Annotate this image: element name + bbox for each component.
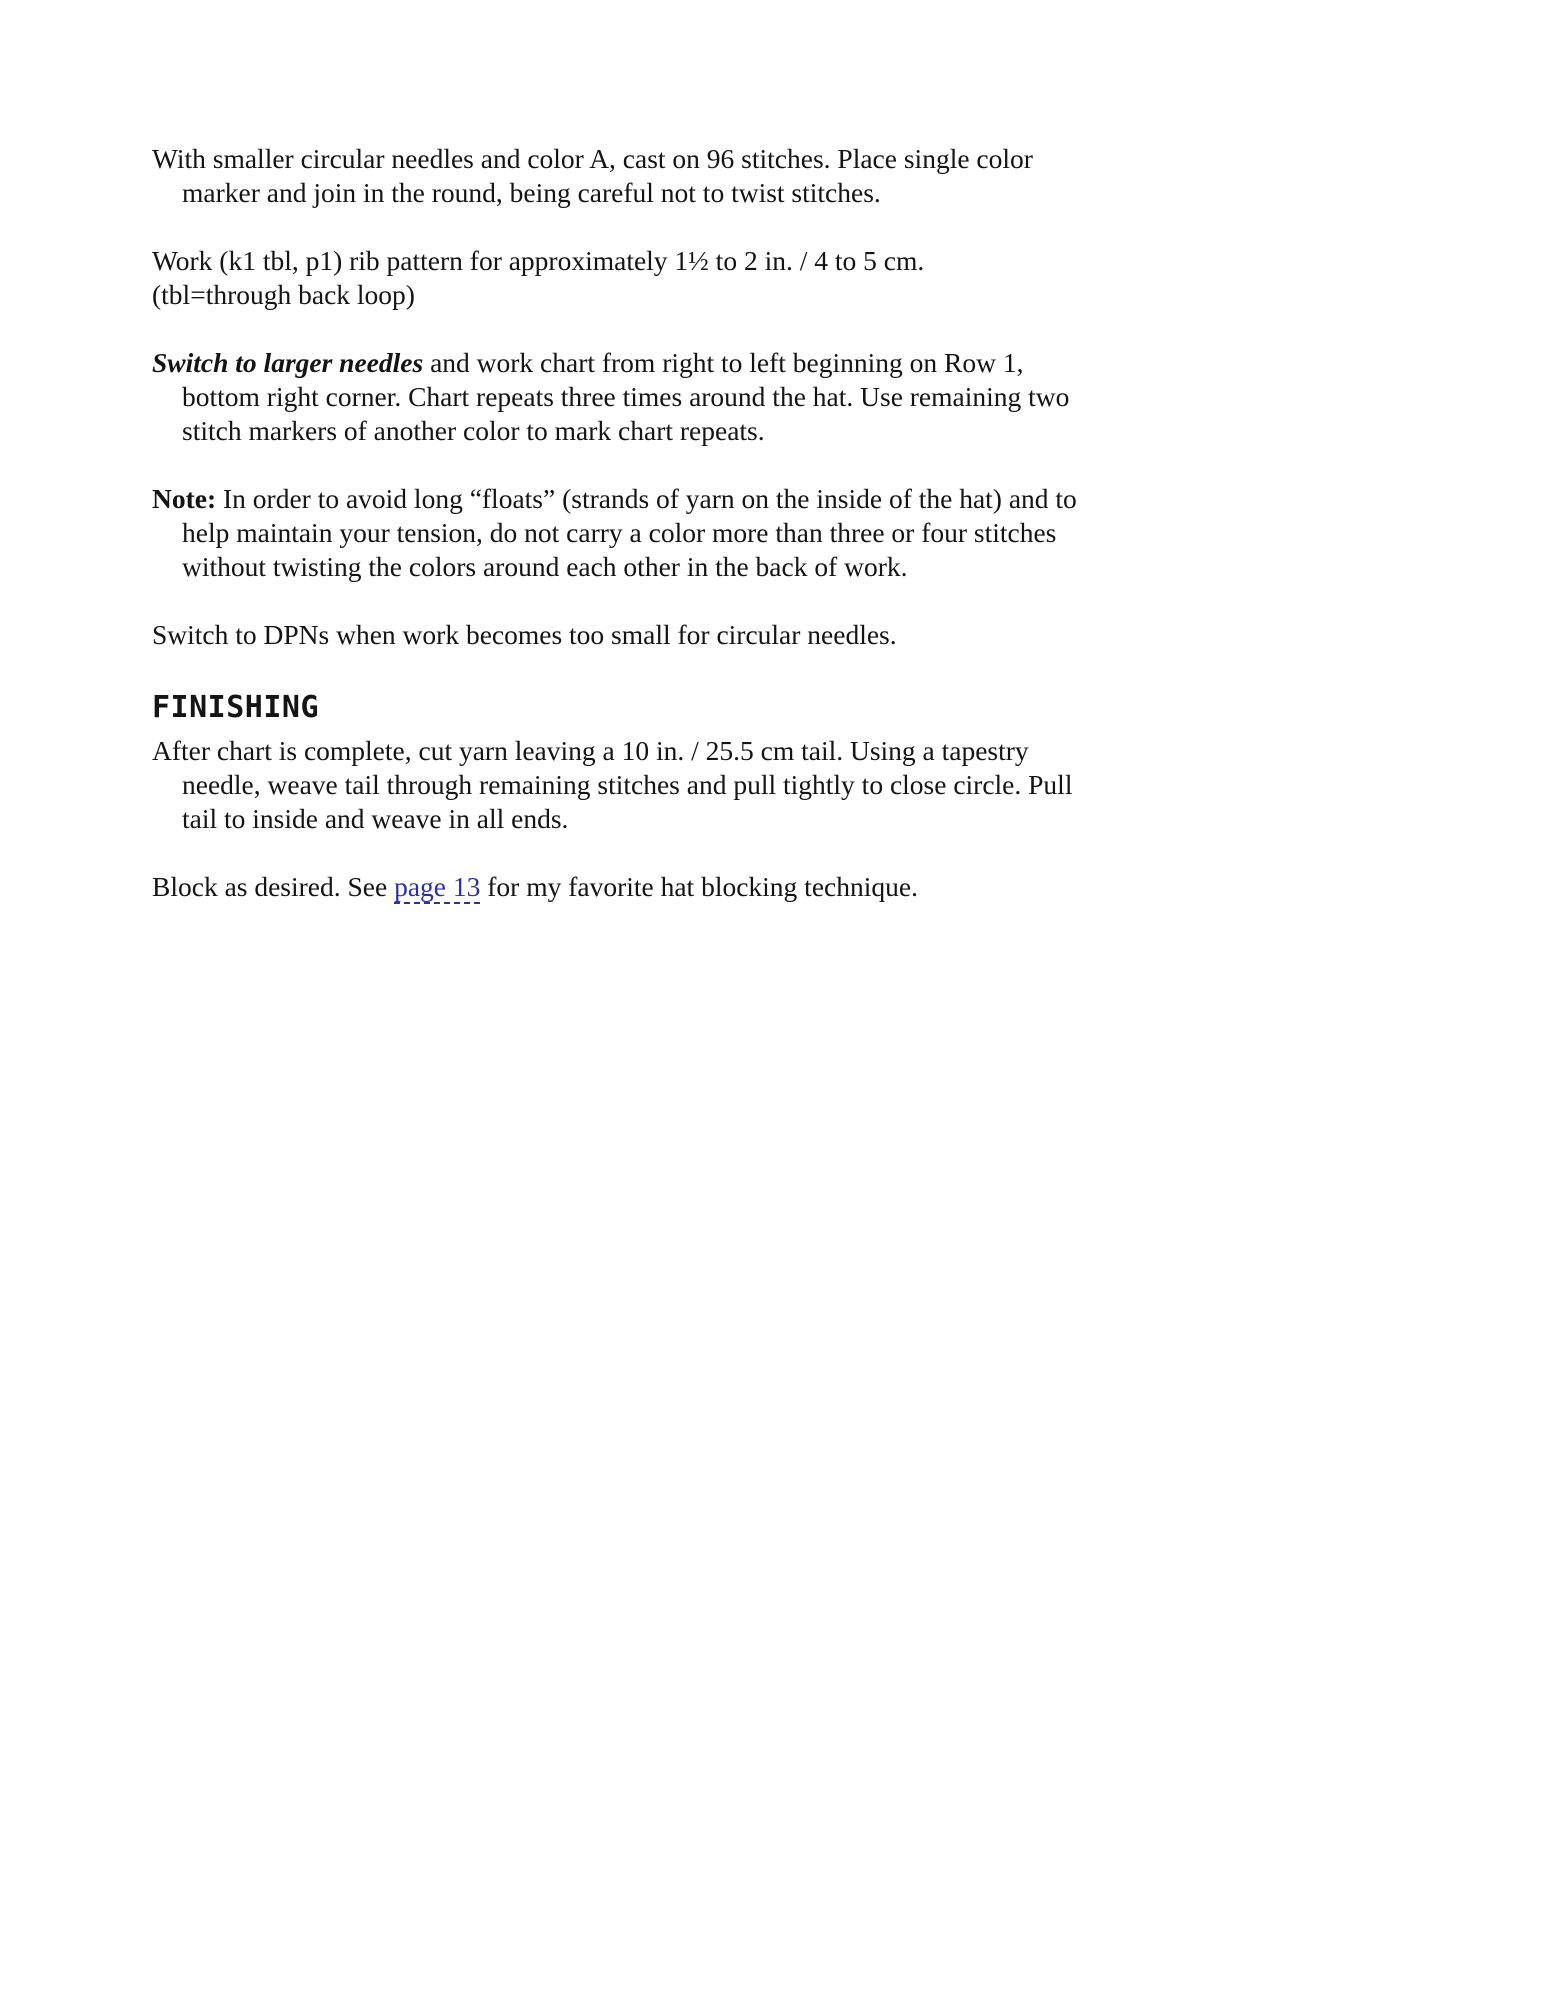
switch-needles-text: and work chart from right to left beginning on Row 1, bottom right corner. Chart repeats three times around the hat. Use remaining two stitch markers of another color to mark chart repeats.	[182, 347, 1070, 446]
note-label: Note:	[152, 483, 217, 514]
paragraph-dpns: Switch to DPNs when work becomes too small for circular needles.	[152, 619, 897, 650]
blocking-text-pre: Block as desired. See	[152, 871, 395, 902]
paragraph-blocking	[152, 870, 1080, 904]
finishing-heading: FINISHING	[152, 690, 320, 725]
blocking-text-post: for my favorite hat blocking technique.	[480, 871, 918, 902]
pattern-page	[0, 0, 1080, 904]
page-13-link[interactable]: page 13	[394, 871, 481, 902]
paragraph-tbl-note: (tbl=through back loop)	[152, 279, 415, 310]
paragraph-rib: Work (k1 tbl, p1) rib pattern for approximately 1½ to 2 in. / 4 to 5 cm.	[152, 245, 925, 276]
paragraph-rib-group	[152, 244, 1080, 312]
note-text: In order to avoid long “floats” (strands of yarn on the inside of the hat) and to help maintain your tension, do not carry a color more than three or four stitches without twisting the colors around each other in the back of work.	[182, 483, 1077, 582]
paragraph-finishing: After chart is complete, cut yarn leaving a 10 in. / 25.5 cm tail. Using a tapestry needle, weave tail through remaining stitches and pull tightly to close circle. Pull tail to inside and weave in all ends.	[152, 735, 1073, 834]
paragraph-note	[152, 482, 1080, 584]
paragraph-cast-on: With smaller circular needles and color A, cast on 96 stitches. Place single color marker and join in the round, being careful not to twist stitches.	[152, 143, 1033, 208]
paragraph-switch-needles	[152, 346, 1080, 448]
switch-needles-emphasis: Switch to larger needles	[152, 347, 424, 378]
